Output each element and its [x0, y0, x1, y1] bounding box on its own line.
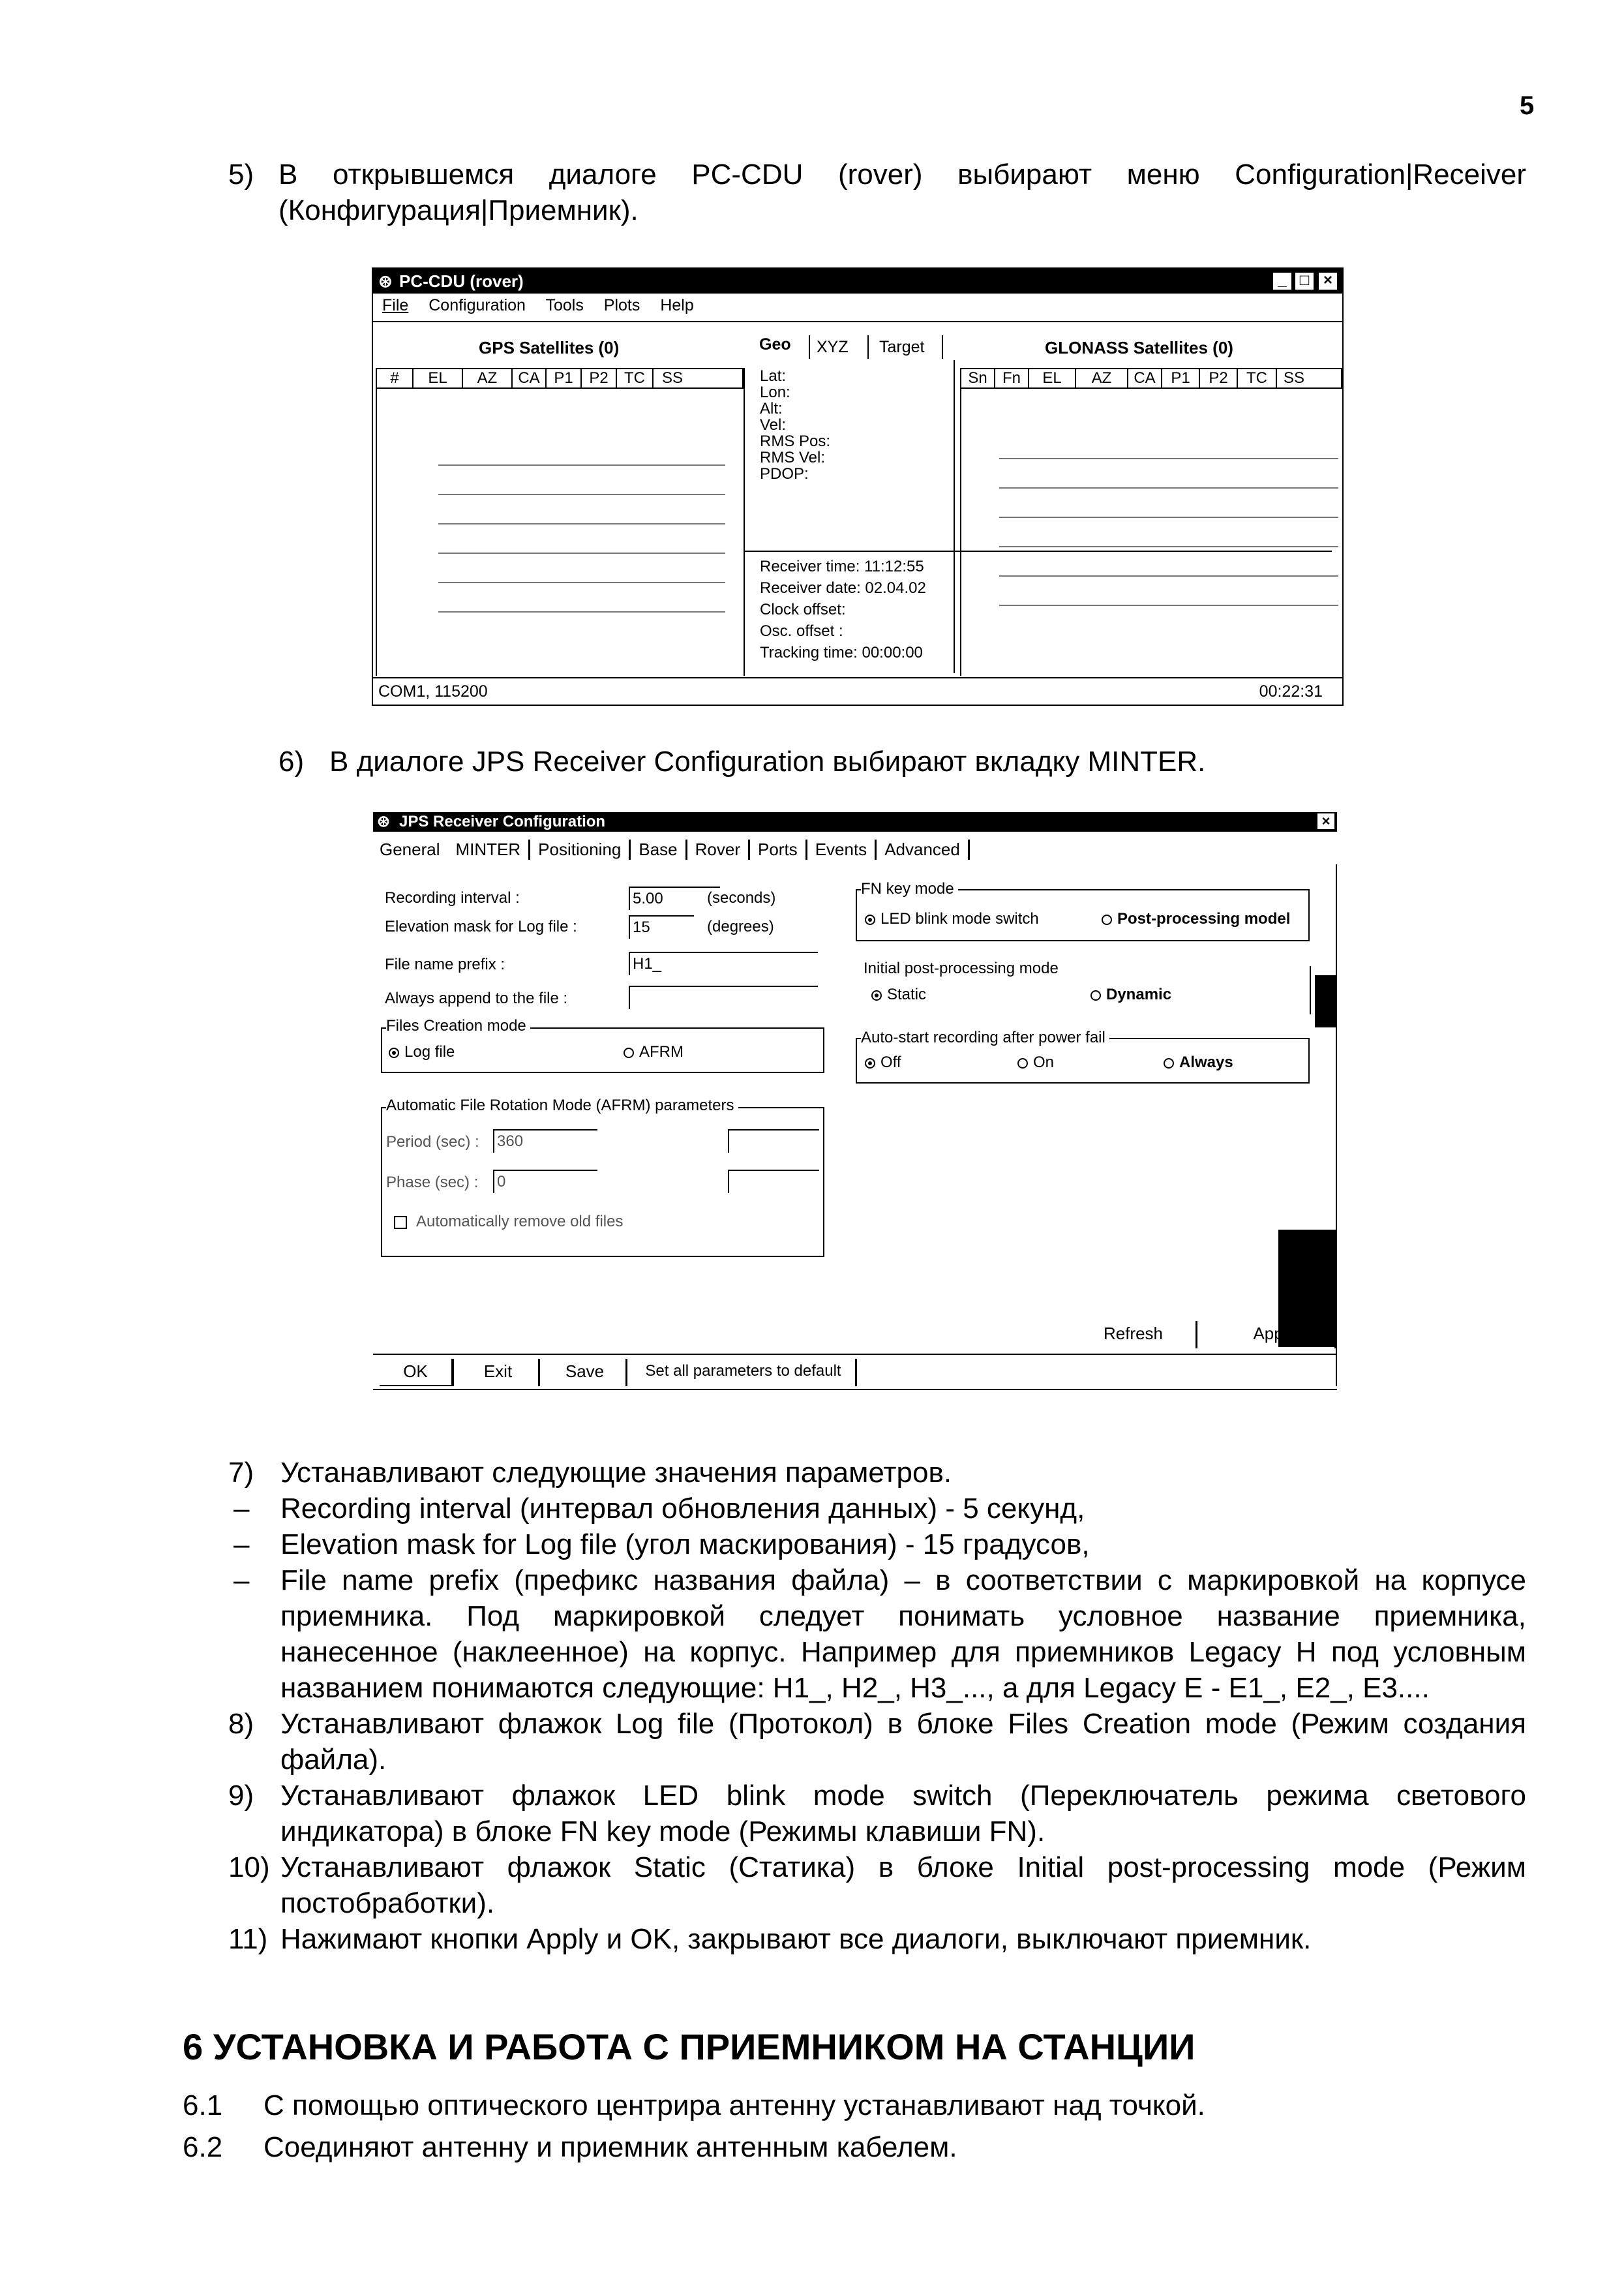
close-icon[interactable]: × — [1319, 273, 1337, 290]
step-text: Устанавливают флажок LED blink mode switch (Переключатель режима светового — [280, 1780, 1526, 1812]
step-text: В открывшемся диалоге PC-CDU (rover) выбирают меню Configuration|Receiver — [278, 159, 1526, 190]
col-header[interactable]: Sn — [961, 369, 995, 387]
grid-line — [438, 582, 725, 583]
dynamic-radio[interactable] — [1090, 986, 1171, 1004]
status-clock: 00:22:31 — [1259, 682, 1323, 701]
receiver-date: Receiver date: 02.04.02 — [760, 579, 926, 597]
grid-line — [438, 611, 725, 613]
radio-label: Dynamic — [1106, 986, 1172, 1003]
divider — [942, 335, 943, 359]
save-button[interactable]: Save — [544, 1359, 627, 1386]
tab-base[interactable]: Base — [631, 840, 687, 860]
radio-icon — [1164, 1058, 1174, 1069]
radio-icon — [1090, 990, 1101, 1001]
step-text: В диалоге JPS Receiver Configuration выбирают вкладку MINTER. — [329, 746, 1206, 778]
app-icon: ⊛ — [378, 271, 393, 291]
tracking-time: Tracking time: 00:00:00 — [760, 644, 923, 661]
radio-label: Log file — [404, 1043, 455, 1061]
receiver-info — [760, 556, 955, 663]
tab-positioning[interactable]: Positioning — [530, 840, 631, 860]
divider — [373, 1354, 1337, 1355]
pccdu-window — [372, 267, 1344, 706]
period-input[interactable]: 360 — [493, 1129, 597, 1153]
step-number: – — [233, 1493, 250, 1525]
grid-line — [999, 517, 1338, 518]
col-header[interactable]: CA — [513, 369, 547, 387]
radio-label: Post-processing model — [1117, 910, 1291, 928]
files-creation-group — [381, 1017, 824, 1073]
menu-plots[interactable]: Plots — [603, 296, 640, 314]
title-bar — [373, 812, 1337, 832]
radio-selected-icon — [865, 915, 875, 925]
radio-selected-icon — [865, 1058, 875, 1069]
step-text: (Конфигурация|Приемник). — [278, 194, 639, 226]
field-label: Alt: — [760, 400, 783, 417]
radio-icon — [1102, 915, 1112, 925]
blank-field[interactable] — [728, 1170, 819, 1193]
field-label: RMS Pos: — [760, 432, 831, 450]
field-label: PDOP: — [760, 465, 809, 483]
radio-icon — [1017, 1058, 1028, 1069]
tab-ports[interactable]: Ports — [750, 840, 807, 860]
divider — [744, 368, 745, 676]
ok-button[interactable]: OK — [380, 1359, 454, 1386]
step-number: 9) — [228, 1780, 254, 1812]
divider — [1310, 966, 1311, 1014]
static-radio[interactable] — [871, 986, 926, 1004]
group-title: Automatic File Rotation Mode (AFRM) parameters — [386, 1097, 738, 1115]
step-text: нанесенное (наклеенное) на корпус. Например для приемников Legacy H под условным — [280, 1636, 1526, 1668]
col-header[interactable]: Fn — [995, 369, 1029, 387]
divider — [745, 551, 1332, 552]
grid-line — [999, 546, 1338, 547]
minimize-icon[interactable]: _ — [1273, 273, 1291, 290]
step-text: постобработки). — [280, 1887, 495, 1919]
exit-button[interactable]: Exit — [458, 1359, 540, 1386]
set-defaults-button[interactable]: Set all parameters to default — [631, 1359, 857, 1386]
divider — [373, 321, 1342, 322]
initial-mode-label: Initial post-processing mode — [864, 960, 1059, 977]
step-text: File name prefix (префикс названия файла) – в соответствии с маркировкой на корпусе — [280, 1564, 1526, 1596]
col-header[interactable]: SS — [661, 369, 683, 387]
col-header[interactable]: P1 — [1162, 369, 1200, 387]
tab-target[interactable]: Target — [879, 338, 925, 356]
radio-label: Static — [887, 986, 927, 1003]
file-prefix-label: File name prefix : — [385, 956, 505, 973]
step-text: Recording interval (интервал обновления данных) - 5 секунд, — [280, 1493, 1085, 1525]
col-header[interactable]: SS — [1283, 369, 1304, 387]
col-header[interactable]: P1 — [547, 369, 582, 387]
window-title: JPS Receiver Configuration — [399, 813, 606, 830]
elevation-mask-label: Elevation mask for Log file : — [385, 918, 577, 935]
menu-configuration[interactable]: Configuration — [429, 296, 526, 314]
status-port: COM1, 115200 — [378, 682, 488, 701]
clock-offset: Clock offset: — [760, 601, 846, 618]
step-number: 7) — [228, 1457, 254, 1489]
radio-label: Off — [880, 1054, 901, 1071]
radio-label: On — [1033, 1054, 1055, 1071]
page-number: 5 — [1520, 91, 1535, 120]
checkbox-label: Automatically remove old files — [416, 1213, 624, 1230]
elevation-mask-input[interactable]: 15 — [629, 915, 694, 939]
radio-label: Always — [1179, 1054, 1233, 1071]
tab-rover[interactable]: Rover — [687, 840, 750, 860]
step-text: названием понимаются следующие: H1_, H2_, H3_..., а для Legacy E - E1_, E2_, E3.... — [280, 1672, 1430, 1704]
glonass-table-header — [960, 368, 1342, 389]
step-text: индикатора) в блоке FN key mode (Режимы клавиши FN). — [280, 1815, 1045, 1847]
menu-tools[interactable]: Tools — [545, 296, 584, 314]
subsection-number: 6.1 — [183, 2089, 223, 2121]
group-title: Files Creation mode — [386, 1017, 530, 1035]
tab-advanced[interactable]: Advanced — [877, 840, 970, 860]
field-label: RMS Vel: — [760, 449, 826, 466]
app-icon: ⊛ — [377, 813, 391, 830]
append-label: Always append to the file : — [385, 990, 568, 1007]
group-title: FN key mode — [861, 880, 958, 898]
divider — [373, 1389, 1337, 1390]
menu-file[interactable]: File — [382, 296, 409, 314]
col-header[interactable]: TC — [617, 369, 654, 387]
afrm-group — [381, 1097, 824, 1257]
log-file-radio[interactable] — [389, 1043, 455, 1061]
step-number: 11) — [228, 1923, 268, 1955]
group-title: Auto-start recording after power fail — [861, 1029, 1109, 1047]
recording-interval-unit: (seconds) — [707, 889, 776, 907]
grid-line — [438, 494, 725, 495]
grid-line — [999, 458, 1338, 459]
divider — [954, 360, 955, 673]
gps-table-header — [376, 368, 744, 389]
divider — [809, 335, 810, 359]
col-header[interactable]: EL — [1029, 369, 1076, 387]
tab-geo[interactable]: Geo — [759, 335, 791, 354]
field-label: Vel: — [760, 416, 787, 434]
subsection-text: С помощью оптического центрира антенну устанавливают над точкой. — [263, 2089, 1205, 2121]
divider — [867, 335, 869, 359]
radio-icon — [624, 1048, 634, 1058]
tab-xyz[interactable]: XYZ — [817, 338, 849, 356]
col-header[interactable]: AZ — [1076, 369, 1128, 387]
divider — [960, 389, 961, 676]
step-number: 6) — [278, 746, 305, 778]
append-input[interactable] — [629, 986, 818, 1009]
col-header[interactable]: P2 — [582, 369, 617, 387]
step-text: файла). — [280, 1744, 387, 1776]
section-heading: 6 УСТАНОВКА И РАБОТА С ПРИЕМНИКОМ НА СТАНЦИИ — [183, 2026, 1195, 2067]
recording-interval-label: Recording interval : — [385, 889, 520, 907]
col-header[interactable]: EL — [414, 369, 463, 387]
grid-line — [999, 605, 1338, 606]
file-prefix-input[interactable]: H1_ — [629, 952, 818, 975]
step-text: приемника. Под маркировкой следует понимать условное название приемника, — [280, 1600, 1526, 1632]
grid-line — [999, 487, 1338, 489]
step-number: 5) — [228, 159, 254, 190]
checkbox-icon — [394, 1216, 407, 1229]
step-text: Устанавливают следующие значения параметров. — [280, 1457, 952, 1489]
radio-selected-icon — [389, 1048, 399, 1058]
osc-offset: Osc. offset : — [760, 622, 843, 640]
tab-general[interactable]: General — [380, 840, 440, 859]
postproc-model-radio[interactable] — [1102, 910, 1290, 928]
off-radio[interactable] — [865, 1054, 901, 1072]
close-icon[interactable]: × — [1317, 813, 1334, 829]
apply-button[interactable]: Apply — [1214, 1321, 1336, 1348]
afrm-radio[interactable] — [624, 1043, 684, 1061]
step-number: – — [233, 1564, 250, 1596]
grid-line — [438, 464, 725, 466]
on-radio[interactable] — [1017, 1054, 1054, 1072]
field-label: Lon: — [760, 384, 790, 401]
phase-label: Phase (sec) : — [386, 1174, 479, 1191]
tab-bar — [380, 840, 970, 860]
tab-events[interactable]: Events — [807, 840, 877, 860]
glonass-header: GLONASS Satellites (0) — [1045, 338, 1233, 357]
phase-input[interactable]: 0 — [493, 1170, 597, 1193]
divider — [373, 677, 1342, 678]
col-header[interactable]: TC — [1238, 369, 1277, 387]
jps-window — [373, 812, 1337, 1399]
grid-line — [438, 523, 725, 524]
always-radio[interactable] — [1164, 1054, 1233, 1072]
subsection-number: 6.2 — [183, 2131, 223, 2163]
divider — [376, 389, 377, 676]
radio-label: LED blink mode switch — [880, 910, 1039, 928]
radio-label: AFRM — [639, 1043, 684, 1061]
fn-key-group — [856, 880, 1310, 941]
blank-field[interactable] — [728, 1129, 819, 1153]
auto-remove-checkbox[interactable] — [394, 1213, 623, 1231]
autostart-group — [856, 1029, 1310, 1084]
field-label: Lat: — [760, 367, 787, 385]
menu-bar — [382, 296, 710, 315]
step-number: – — [233, 1528, 250, 1560]
geo-fields — [760, 368, 936, 482]
step-number: 8) — [228, 1708, 254, 1740]
col-header[interactable]: AZ — [463, 369, 513, 387]
scroll-block — [1315, 975, 1337, 1027]
tab-minter[interactable]: MINTER — [448, 840, 531, 860]
grid-line — [438, 553, 725, 554]
step-text: Устанавливают флажок Log file (Протокол) в блоке Files Creation mode (Режим создания — [280, 1708, 1526, 1740]
window-title: PC-CDU (rover) — [399, 271, 524, 291]
maximize-icon[interactable]: □ — [1295, 273, 1314, 290]
step-text: Elevation mask for Log file (угол маскирования) - 15 градусов, — [280, 1528, 1090, 1560]
menu-help[interactable]: Help — [660, 296, 694, 314]
col-header[interactable]: # — [377, 369, 414, 387]
subsection-text: Соединяют антенну и приемник антенным кабелем. — [263, 2131, 957, 2163]
step-text: Нажимают кнопки Apply и OK, закрывают все диалоги, выключают приемник. — [280, 1923, 1312, 1955]
refresh-button[interactable]: Refresh — [1071, 1321, 1197, 1348]
col-header[interactable]: CA — [1128, 369, 1162, 387]
step-number: 10) — [228, 1851, 270, 1883]
recording-interval-input[interactable]: 5.00 — [629, 887, 720, 910]
receiver-time: Receiver time: 11:12:55 — [760, 558, 924, 575]
led-blink-radio[interactable] — [865, 910, 1039, 928]
period-label: Period (sec) : — [386, 1133, 479, 1151]
step-text: Устанавливают флажок Static (Статика) в блоке Initial post-processing mode (Режим — [280, 1851, 1526, 1883]
title-bar — [373, 269, 1342, 294]
elevation-mask-unit: (degrees) — [707, 918, 774, 935]
radio-selected-icon — [871, 990, 882, 1001]
col-header[interactable]: P2 — [1200, 369, 1238, 387]
gps-header: GPS Satellites (0) — [479, 338, 620, 357]
grid-line — [999, 575, 1338, 577]
